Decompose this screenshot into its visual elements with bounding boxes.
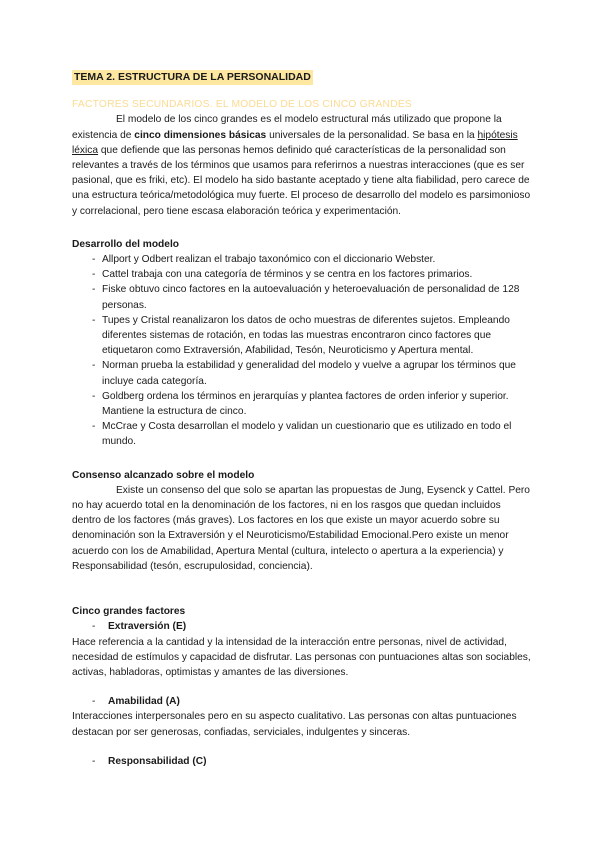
- list-item: - McCrae y Costa desarrollan el modelo y validan un cuestionario que es utilizado en todo el mundo.: [72, 419, 532, 449]
- document-body: [72, 70, 532, 769]
- intro-underlined: hipótesis léxica: [72, 129, 518, 156]
- list-item: - Tupes y Cristal reanalizaron los datos de ocho muestras de diferentes sujetos. Empleando diferentes sistemas de rotación, en todas las muestras encontraron cinco factores que etiquetaron como Extraversión, Afabilidad, Tesón, Neuroticismo y Apertura mental.: [72, 313, 532, 359]
- list-item: - Goldberg ordena los términos en jerarquías y plantea factores de orden inferior y superior. Mantiene la estructura de cinco.: [72, 389, 532, 419]
- list-item: - Fiske obtuvo cinco factores en la autoevaluación y heteroevaluación de personalidad de 128 personas.: [72, 282, 532, 312]
- factor-extraversion-label: [72, 619, 532, 634]
- factor-extraversion-text: Hace referencia a la cantidad y la intensidad de la interacción entre personas, nivel de actividad, necesidad de estímulos y capacidad de disfrutar. Las personas con puntuaciones altas son sociables, activas, habladoras, optimistas y amantes de las diversiones.: [72, 636, 531, 678]
- factor-amabilidad-text: Interacciones interpersonales pero en su aspecto cualitativo. Las personas con altas puntuaciones destacan por ser generosas, confiadas, serviciales, indulgentes y sinceras.: [72, 711, 517, 738]
- consenso-heading: Consenso alcanzado sobre el modelo: [72, 469, 255, 481]
- intro-text-1: El modelo de los cinco grandes es el modelo estructural más utilizado que propone la existencia de: [72, 114, 502, 141]
- desarrollo-list: [72, 252, 532, 450]
- factor-label: Responsabilidad (C): [108, 755, 207, 767]
- dash-mark: -: [92, 696, 96, 708]
- cinco-section: [72, 604, 532, 769]
- desarrollo-section: [72, 237, 532, 450]
- factor-label: Amabilidad (A): [108, 696, 180, 708]
- factor-label: Extraversión (E): [108, 621, 187, 633]
- intro-paragraph: [72, 112, 532, 218]
- cinco-heading: Cinco grandes factores: [72, 606, 186, 618]
- list-item: - Norman prueba la estabilidad y generalidad del modelo y vuelve a agrupar los términos que incluye cada categoría.: [72, 358, 532, 388]
- intro-text-2: universales de la personalidad. Se basa en la: [266, 129, 478, 141]
- intro-text-3: que defiende que las personas hemos definido qué características de la personalidad son relevantes a través de los términos que usamos para referirnos a nuestras interacciones (que es ser pasional, que es friki, etc). El modelo ha sido bastante aceptado y tiene alta fiabilidad, pero carece de una estructura teórica/metodológica muy fuerte. El proceso de desarrollo del modelo es parsimonioso y correlacional, pero tiene escasa elaboración teórica y experimentación.: [72, 144, 531, 217]
- dash-mark: -: [92, 755, 96, 767]
- list-item: - Cattel trabaja con una categoría de términos y se centra en los factores primarios.: [72, 267, 532, 282]
- page-title: TEMA 2. ESTRUCTURA DE LA PERSONALIDAD: [72, 70, 313, 85]
- dash-mark: -: [92, 621, 96, 633]
- factor-responsabilidad-label: [72, 754, 532, 769]
- consenso-paragraph: Existe un consenso del que solo se apartan las propuestas de Jung, Eysenck y Cattel. Pero no hay acuerdo total en la denominación de los factores, ni en los rasgos que quedan incluidos dentro de los factores (más graves). Los factores en los que existe un mayor acuerdo sobre su denominación son la Extraversión y el Neuroticismo/Estabilidad Emocional.Pero existe un menor acuerdo con los de Amabilidad, Apertura Mental (cultura, intelecto o apertura a la experiencia) y Responsabilidad (tesón, escrupulosidad, conciencia).: [72, 484, 530, 572]
- intro-bold: cinco dimensiones básicas: [134, 129, 267, 141]
- section-subtitle: FACTORES SECUNDARIOS. EL MODELO DE LOS CINCO GRANDES: [72, 99, 412, 111]
- desarrollo-heading: Desarrollo del modelo: [72, 238, 179, 250]
- consenso-section: [72, 468, 532, 574]
- list-item: - Allport y Odbert realizan el trabajo taxonómico con el diccionario Webster.: [72, 252, 532, 267]
- factor-amabilidad-label: [72, 694, 532, 709]
